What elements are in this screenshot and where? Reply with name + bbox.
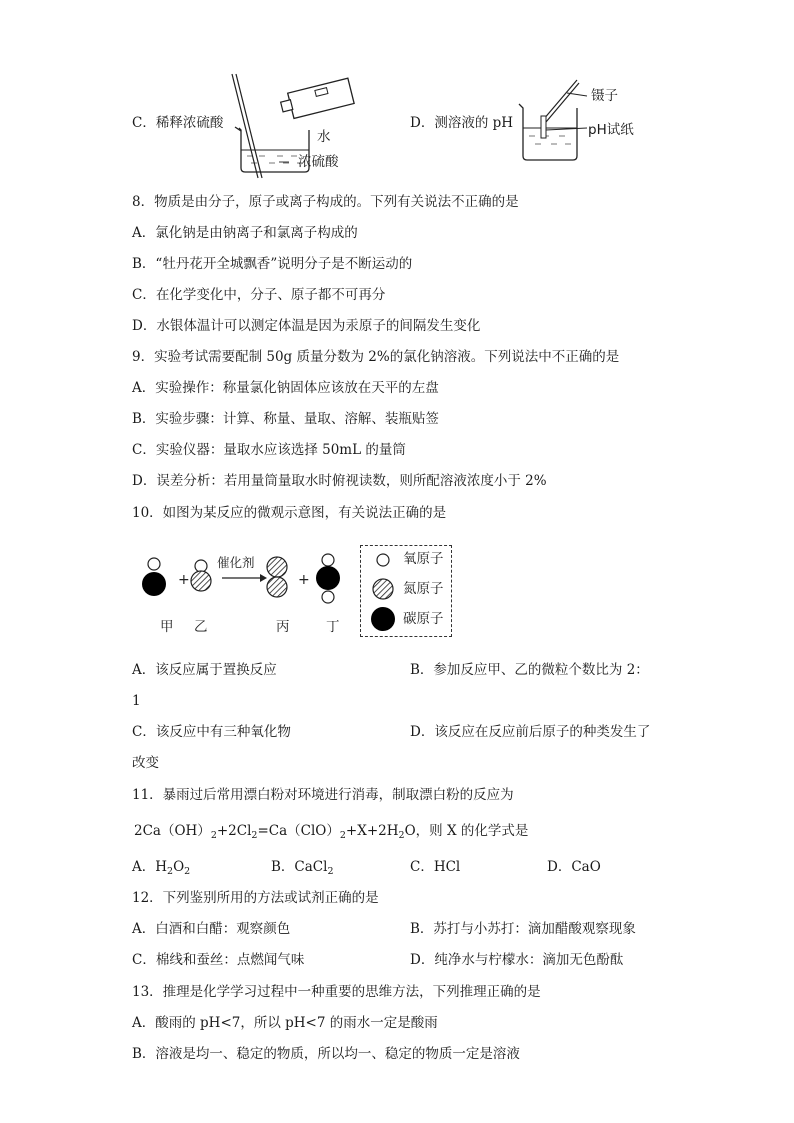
product-name-ding: 丁	[326, 619, 340, 635]
q13-option-b[interactable]: B．溶液是均一、稳定的物质，所以均一、稳定的物质一定是溶液	[132, 1046, 520, 1062]
q10-option-b[interactable]: B．参加反应甲、乙的微粒个数比为 2：	[410, 662, 649, 678]
q9-option-b[interactable]: B．实验步骤：计算、称量、量取、溶解、装瓶贴签	[132, 411, 439, 427]
q8-option-d[interactable]: D．水银体温计可以测定体温是因为汞原子的间隔发生变化	[132, 318, 481, 334]
q11-option-b[interactable]: B．CaCl$_2$	[271, 859, 334, 877]
tweezers-label: 镊子	[591, 88, 618, 104]
concentrated-acid-label: 浓硫酸	[298, 154, 339, 170]
reactant-name-jia: 甲	[160, 619, 174, 635]
q10-option-a[interactable]: A．该反应属于置换反应	[132, 662, 277, 678]
reaction-micro-diagram	[130, 540, 360, 620]
water-label: 水	[317, 129, 331, 145]
q13-option-a[interactable]: A．酸雨的 pH<7，所以 pH<7 的雨水一定是酸雨	[132, 1015, 438, 1031]
q9-option-a[interactable]: A．实验操作：称量氯化钠固体应该放在天平的左盘	[132, 380, 439, 396]
ph-paper-label: pH试纸	[588, 122, 634, 138]
q11-option-a[interactable]: A．$H_2O_2$	[132, 859, 191, 877]
q9-option-d[interactable]: D．误差分析：若用量筒量取水时俯视读数，则所配溶液浓度小于 2%	[132, 473, 547, 489]
q11-equation: $2Ca(OH)_2+2Cl_2=Ca(ClO)_2+X+2H_2O$，则 X 的化学式是	[134, 823, 529, 841]
q7-option-d[interactable]: D．测溶液的 pH	[410, 115, 514, 131]
q11-option-d[interactable]: D．CaO	[547, 859, 601, 875]
q11-stem: 11．暴雨过后常用漂白粉对环境进行消毒，制取漂白粉的反应为	[132, 787, 514, 803]
reactant-name-yi: 乙	[194, 619, 208, 635]
q10-option-d[interactable]: D．该反应在反应前后原子的种类发生了	[410, 724, 651, 740]
q12-stem: 12．下列鉴别所用的方法或试剂正确的是	[132, 890, 379, 906]
q10-option-b-continued: 1	[132, 693, 141, 709]
q12-option-a[interactable]: A．白酒和白醋：观察颜色	[132, 921, 291, 937]
legend-nitrogen: 氮原子	[403, 581, 444, 597]
q8-stem: 8．物质是由分子，原子或离子构成的。下列有关说法不正确的是	[132, 194, 519, 210]
oxygen-atom-icon	[377, 554, 389, 566]
q8-option-c[interactable]: C．在化学变化中，分子、原子都不可再分	[132, 287, 386, 303]
dilute-sulfuric-acid-illustration	[225, 70, 365, 180]
q12-option-b[interactable]: B．苏打与小苏打：滴加醋酸观察现象	[410, 921, 636, 937]
catalyst-label: 催化剂	[217, 555, 255, 570]
q10-option-d-continued: 改变	[132, 755, 159, 771]
q8-option-a[interactable]: A．氯化钠是由钠离子和氯离子构成的	[132, 225, 358, 241]
legend-oxygen: 氧原子	[403, 551, 444, 567]
q9-option-c[interactable]: C．实验仪器：量取水应该选择 50mL 的量筒	[132, 442, 406, 458]
product-name-bing: 丙	[276, 619, 290, 635]
plus-sign-1: +	[178, 572, 190, 588]
q10-option-c[interactable]: C．该反应中有三种氧化物	[132, 724, 291, 740]
q12-option-c[interactable]: C．棉线和蚕丝：点燃闻气味	[132, 952, 305, 968]
q8-option-b[interactable]: B．“牡丹花开全城飘香”说明分子是不断运动的	[132, 256, 413, 272]
carbon-atom-icon	[371, 607, 395, 631]
q12-option-d[interactable]: D．纯净水与柠檬水：滴加无色酚酞	[410, 952, 624, 968]
nitrogen-atom-icon	[373, 579, 393, 599]
atom-legend	[360, 545, 452, 637]
plus-sign-2: +	[298, 572, 310, 588]
q11-option-c[interactable]: C．HCl	[410, 859, 461, 875]
legend-atom-icons	[369, 552, 399, 632]
q10-stem: 10．如图为某反应的微观示意图，有关说法正确的是	[132, 505, 447, 521]
q13-stem: 13．推理是化学学习过程中一种重要的思维方法，下列推理正确的是	[132, 984, 541, 1000]
legend-carbon: 碳原子	[403, 611, 444, 627]
q7-option-c[interactable]: C．稀释浓硫酸	[132, 115, 224, 131]
q9-stem: 9．实验考试需要配制 50g 质量分数为 2%的氯化钠溶液。下列说法中不正确的是	[132, 349, 620, 365]
